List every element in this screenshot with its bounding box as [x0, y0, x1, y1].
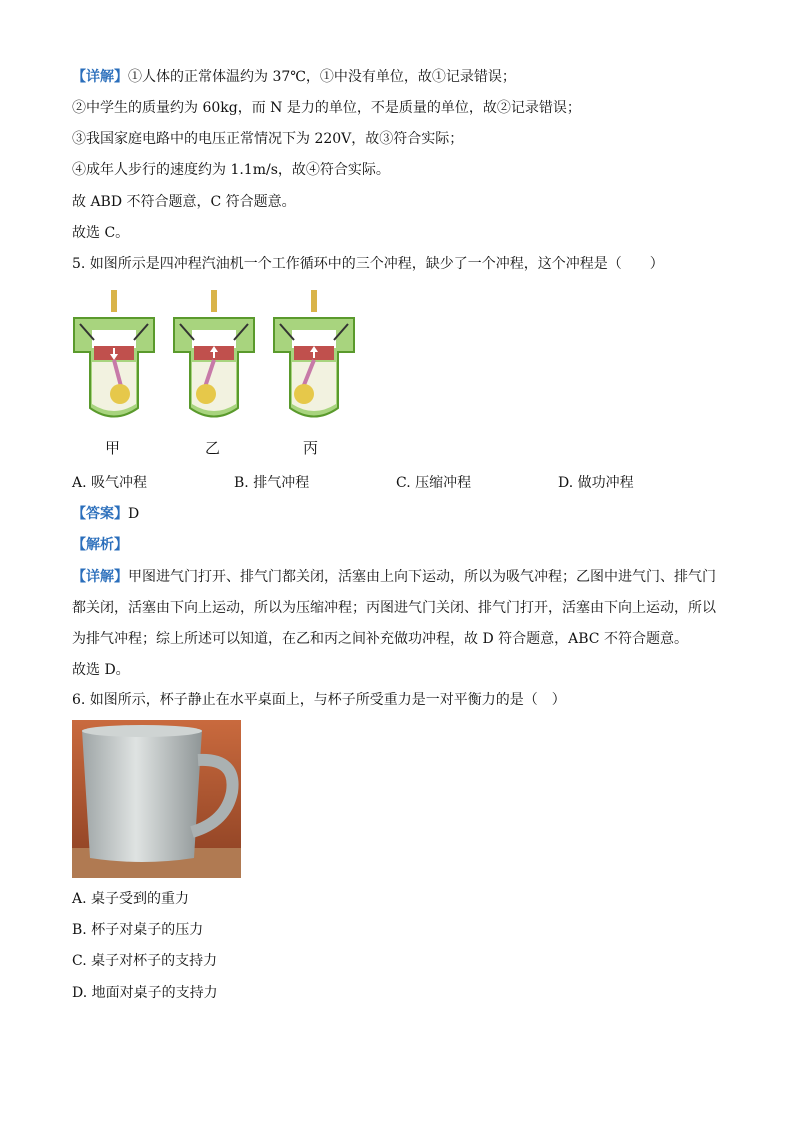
cup-photo: [72, 720, 241, 878]
q6-option-b: B. 杯子对桌子的压力: [72, 922, 204, 938]
engine-diagram-jia: [72, 290, 156, 425]
detail-line-2: ②中学生的质量约为 60kg，而 N 是力的单位，不是质量的单位，故②记录错误；: [72, 100, 581, 116]
q5-analysis-tag: [72, 535, 128, 555]
q5-answer: [72, 504, 139, 524]
q6-option-c: C. 桌子对杯子的支持力: [72, 953, 218, 969]
detail-tag: 【详解】: [72, 69, 128, 85]
detail-line-3: ③我国家庭电路中的电压正常情况下为 220V，故③符合实际；: [72, 131, 464, 147]
engine-diagram-bing: [272, 290, 356, 425]
engine-label-yi: 乙: [205, 439, 221, 457]
q5-option-b: B. 排气冲程: [234, 475, 310, 491]
detail-line-5: 故 ABD 不符合题意，C 符合题意。: [72, 194, 296, 210]
detail-text: 甲图进气门打开、排气门都关闭，活塞由上向下运动，所以为吸气冲程；乙图中进气门、排气门: [128, 569, 716, 585]
q5-option-a: A. 吸气冲程: [72, 475, 148, 491]
q5-option-c: C. 压缩冲程: [396, 475, 472, 491]
answer-tag: 【答案】: [72, 506, 128, 522]
detail-text: ①人体的正常体温约为 37℃，①中没有单位，故①记录错误；: [128, 69, 516, 85]
q6-option-a: A. 桌子受到的重力: [72, 891, 190, 907]
engine-label-jia: 甲: [105, 439, 121, 457]
engine-label-bing: 丙: [303, 439, 319, 457]
detail-line-1: [72, 67, 516, 87]
q5-detail-line-3: 为排气冲程；综上所述可以知道，在乙和丙之间补充做功冲程，故 D 符合题意，ABC 不符合题意。: [72, 631, 688, 647]
q5-detail-line-4: 故选 D。: [72, 662, 130, 678]
answer-value: D: [128, 506, 140, 522]
analysis-tag: 【解析】: [72, 537, 128, 553]
q6-option-d: D. 地面对桌子的支持力: [72, 985, 218, 1001]
q5-stem: 5. 如图所示是四冲程汽油机一个工作循环中的三个冲程，缺少了一个冲程，这个冲程是（ ）: [72, 256, 664, 272]
q5-detail-line-2: 都关闭，活塞由下向上运动，所以为压缩冲程；丙图进气门关闭、排气门打开，活塞由下向上运动，所以: [72, 600, 716, 616]
detail-line-4: ④成年人步行的速度约为 1.1m/s，故④符合实际。: [72, 162, 390, 178]
engine-diagram-yi: [172, 290, 256, 425]
detail-line-6: 故选 C。: [72, 225, 130, 241]
q6-stem: 6. 如图所示，杯子静止在水平桌面上，与杯子所受重力是一对平衡力的是（ ）: [72, 692, 566, 708]
q5-detail-line-1: [72, 567, 716, 587]
q5-option-d: D. 做功冲程: [558, 475, 634, 491]
detail-tag: 【详解】: [72, 569, 128, 585]
